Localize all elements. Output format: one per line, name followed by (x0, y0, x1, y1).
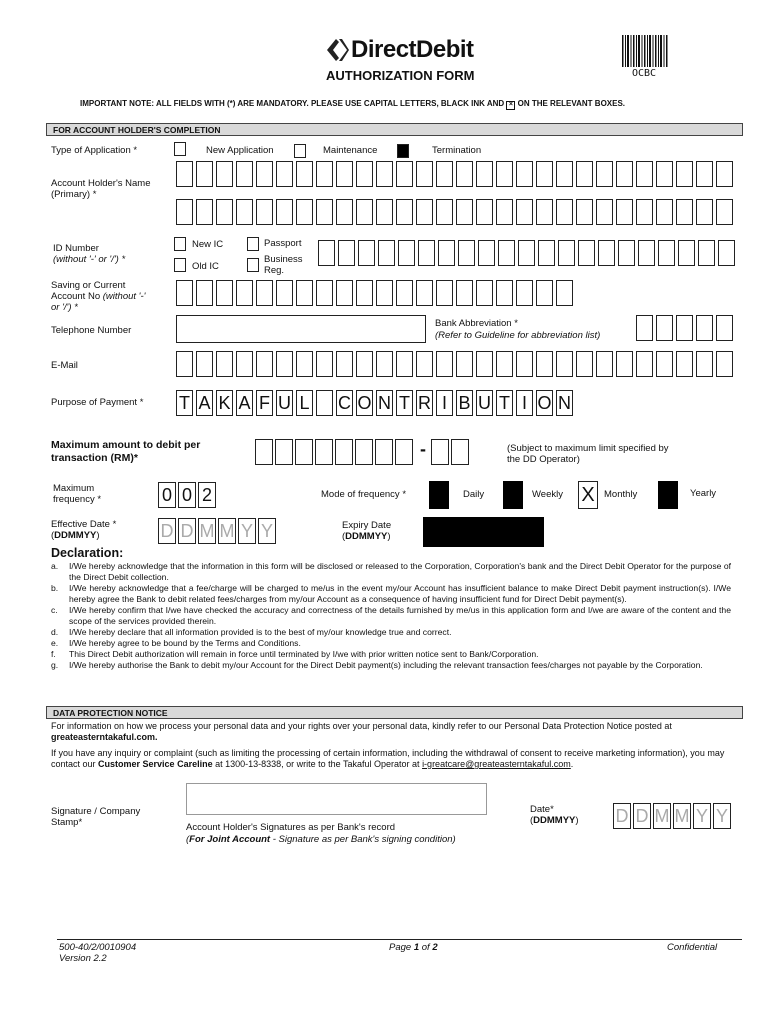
purpose-cell[interactable] (316, 390, 333, 416)
amount-cent-cell[interactable] (431, 439, 449, 465)
name-cell[interactable] (356, 161, 373, 187)
checkbox-monthly[interactable]: X (578, 481, 598, 509)
option-monthly: Monthly (604, 489, 638, 500)
logo-text: DirectDebit (351, 36, 474, 63)
email-cell[interactable] (716, 351, 733, 377)
name-cell[interactable] (176, 199, 193, 225)
email-cell[interactable] (356, 351, 373, 377)
id-number-label: ID Number (53, 243, 99, 254)
effective-date-cell[interactable]: D (178, 518, 196, 544)
bank-abbrev-cell[interactable] (696, 315, 713, 341)
signature-date-boxes[interactable] (613, 803, 733, 829)
amount-separator: - (420, 439, 426, 459)
checkbox-old-ic[interactable] (174, 258, 186, 272)
declaration-item: g. I/We hereby authorise the Bank to debit my/our Account for the Direct Debit payment(s) including the relevant transaction fees/charges not payable by the Corporation. (51, 660, 703, 670)
account-cell[interactable] (256, 280, 273, 306)
option-new-application: New Application (206, 145, 274, 156)
amount-cent-cell[interactable] (451, 439, 469, 465)
expiry-date-redacted (423, 517, 544, 547)
effective-date-cell[interactable]: D (158, 518, 176, 544)
purpose-cell[interactable]: K (216, 390, 233, 416)
email-cell[interactable] (396, 351, 413, 377)
name-cell[interactable] (356, 199, 373, 225)
declaration-item: d. I/We hereby declare that all information provided is to the best of my/our knowledge true and correct. (51, 627, 452, 637)
name-cell[interactable] (556, 199, 573, 225)
name-cell[interactable] (416, 199, 433, 225)
signature-date-cell[interactable]: Y (713, 803, 731, 829)
account-cell[interactable] (216, 280, 233, 306)
account-cell[interactable] (436, 280, 453, 306)
name-cell[interactable] (436, 199, 453, 225)
name-cell[interactable] (556, 161, 573, 187)
option-yearly: Yearly (690, 488, 717, 499)
dpn-paragraph-1: For information on how we process your personal data and your rights over your personal data, kindly refer to our Personal Data Protection Notice posted at greateasterntakaful.com. (51, 721, 672, 742)
signature-caption-joint: (For Joint Account - Signature as per Bank's signing condition) (186, 834, 456, 845)
id-cell[interactable] (538, 240, 555, 266)
id-cell[interactable] (578, 240, 595, 266)
declaration-item: a. I/We hereby acknowledge that the information in this form will be disclosed or released to the Corporation, Corporation's bank and the Direct Debit Operator for the purpose of the Direct Debit collection. (51, 561, 731, 582)
name-cell[interactable] (576, 199, 593, 225)
max-amount-label: Maximum amount to debit per transaction (RM)* (51, 439, 201, 464)
signature-caption: Account Holder's Signatures as per Bank's record (186, 822, 396, 833)
declaration-item: c. I/We hereby confirm that I/we have checked the accuracy and correctness of the details furnished by me/us in this application form and I/we are aware of the content and the scope of the services provided therein. (51, 605, 731, 626)
name-cell[interactable] (216, 199, 233, 225)
account-cell[interactable] (396, 280, 413, 306)
id-cell[interactable] (678, 240, 695, 266)
name-cell[interactable] (656, 161, 673, 187)
checkbox-business-reg[interactable] (247, 258, 259, 272)
section-account-holder: FOR ACCOUNT HOLDER'S COMPLETION (46, 123, 743, 136)
declaration-item: b. I/We hereby acknowledge that a fee/charge will be charged to me/us in the event my/our Account has insufficient balance to make Direct Debit payment instruction(s). I/We hereby agree the Bank to debit related fees/charges from my/our Account as a consequence of having insufficient fund for Direct Debit payment(s). (51, 583, 731, 604)
barcode (622, 35, 668, 67)
checkbox-daily[interactable] (429, 481, 449, 509)
amount-cell[interactable] (295, 439, 313, 465)
effective-date-label: Effective Date * (DDMMYY) (51, 519, 117, 541)
email-cell[interactable] (696, 351, 713, 377)
name-cell[interactable] (596, 161, 613, 187)
account-cell[interactable] (356, 280, 373, 306)
effective-date-cell[interactable]: Y (238, 518, 256, 544)
purpose-boxes[interactable] (176, 390, 576, 418)
effective-date-cell[interactable]: M (218, 518, 236, 544)
name-cell[interactable] (476, 161, 493, 187)
direct-debit-logo (325, 35, 474, 65)
id-cell[interactable] (338, 240, 355, 266)
direct-debit-logo-mark (325, 37, 349, 63)
name-cell[interactable] (256, 161, 273, 187)
name-cell[interactable] (236, 199, 253, 225)
account-no-boxes[interactable] (176, 280, 576, 308)
expiry-date-label: Expiry Date (DDMMYY) (342, 520, 392, 542)
id-cell[interactable] (718, 240, 735, 266)
footer-page: Page 1 of 2 (389, 942, 438, 953)
purpose-cell[interactable]: O (356, 390, 373, 416)
checkbox-maintenance[interactable] (294, 144, 306, 158)
name-cell[interactable] (716, 199, 733, 225)
account-cell[interactable] (456, 280, 473, 306)
email-cell[interactable] (296, 351, 313, 377)
account-cell[interactable] (296, 280, 313, 306)
name-cell[interactable] (256, 199, 273, 225)
id-cell[interactable] (378, 240, 395, 266)
bank-abbreviation-label: Bank Abbreviation * (435, 318, 518, 329)
max-amount-boxes[interactable] (255, 439, 471, 465)
name-cell[interactable] (536, 199, 553, 225)
name-cell[interactable] (336, 199, 353, 225)
bank-abbrev-cell[interactable] (716, 315, 733, 341)
purpose-cell[interactable]: N (556, 390, 573, 416)
email-cell[interactable] (236, 351, 253, 377)
name-cell[interactable] (476, 199, 493, 225)
purpose-cell[interactable]: F (256, 390, 273, 416)
section-data-protection: DATA PROTECTION NOTICE (46, 706, 743, 719)
max-amount-note: (Subject to maximum limit specified by the DD Operator) (507, 443, 669, 465)
type-of-application-label: Type of Application * (51, 145, 138, 156)
frequency-cell[interactable]: 0 (178, 482, 196, 508)
email-cell[interactable] (476, 351, 493, 377)
email-cell[interactable] (636, 351, 653, 377)
id-cell[interactable] (638, 240, 655, 266)
email-cell[interactable] (676, 351, 693, 377)
mode-of-frequency-label: Mode of frequency * (321, 489, 407, 500)
id-cell[interactable] (618, 240, 635, 266)
bank-abbrev-cell[interactable] (676, 315, 693, 341)
name-cell[interactable] (516, 199, 533, 225)
email-boxes[interactable] (176, 351, 736, 379)
email-cell[interactable] (576, 351, 593, 377)
account-cell[interactable] (196, 280, 213, 306)
checkbox-weekly[interactable] (503, 481, 523, 509)
purpose-cell[interactable]: N (376, 390, 393, 416)
purpose-cell[interactable]: B (456, 390, 473, 416)
bank-abbrev-cell[interactable] (636, 315, 653, 341)
purpose-label: Purpose of Payment * (51, 397, 144, 408)
account-cell[interactable] (336, 280, 353, 306)
name-cell[interactable] (296, 199, 313, 225)
id-cell[interactable] (518, 240, 535, 266)
declaration-item: f. This Direct Debit authorization will remain in force until terminated by I/we with prior written notice sent to Bank/Corporation. (51, 649, 539, 659)
name-boxes-row-1[interactable] (176, 161, 736, 189)
name-cell[interactable] (676, 161, 693, 187)
purpose-cell[interactable]: A (236, 390, 253, 416)
amount-cell[interactable] (335, 439, 353, 465)
max-frequency-label: Maximum frequency * (53, 483, 102, 505)
bank-abbrev-cell[interactable] (656, 315, 673, 341)
email-cell[interactable] (536, 351, 553, 377)
account-cell[interactable] (516, 280, 533, 306)
purpose-cell[interactable]: T (496, 390, 513, 416)
telephone-input[interactable] (176, 315, 426, 343)
email-cell[interactable] (596, 351, 613, 377)
frequency-cell[interactable]: 2 (198, 482, 216, 508)
name-cell[interactable] (576, 161, 593, 187)
id-cell[interactable] (698, 240, 715, 266)
effective-date-cell[interactable]: M (198, 518, 216, 544)
email-cell[interactable] (216, 351, 233, 377)
account-cell[interactable] (536, 280, 553, 306)
id-cell[interactable] (398, 240, 415, 266)
email-cell[interactable] (276, 351, 293, 377)
signature-date-label: Date* (DDMMYY) (530, 804, 579, 826)
name-cell[interactable] (516, 161, 533, 187)
id-cell[interactable] (318, 240, 335, 266)
name-cell[interactable] (616, 199, 633, 225)
email-cell[interactable] (256, 351, 273, 377)
email-cell[interactable] (456, 351, 473, 377)
purpose-cell[interactable]: L (296, 390, 313, 416)
option-passport: Passport (264, 238, 302, 249)
account-cell[interactable] (476, 280, 493, 306)
name-cell[interactable] (336, 161, 353, 187)
id-cell[interactable] (598, 240, 615, 266)
id-cell[interactable] (418, 240, 435, 266)
name-cell[interactable] (196, 161, 213, 187)
dpn-website-link[interactable]: greateasterntakaful.com. (51, 732, 158, 742)
name-cell[interactable] (716, 161, 733, 187)
email-cell[interactable] (196, 351, 213, 377)
email-cell[interactable] (176, 351, 193, 377)
email-cell[interactable] (556, 351, 573, 377)
id-cell[interactable] (558, 240, 575, 266)
telephone-label: Telephone Number (51, 325, 132, 336)
effective-date-boxes[interactable] (158, 518, 278, 544)
checkbox-symbol-icon: × (506, 101, 515, 110)
purpose-cell[interactable]: T (396, 390, 413, 416)
name-cell[interactable] (596, 199, 613, 225)
signature-date-cell[interactable]: D (613, 803, 631, 829)
email-label: E-Mail (51, 360, 78, 371)
email-cell[interactable] (416, 351, 433, 377)
name-cell[interactable] (176, 161, 193, 187)
bank-abbreviation-sub: (Refer to Guideline for abbreviation list) (435, 330, 601, 341)
amount-cell[interactable] (315, 439, 333, 465)
name-cell[interactable] (216, 161, 233, 187)
name-cell[interactable] (696, 199, 713, 225)
signature-date-cell[interactable]: M (653, 803, 671, 829)
name-cell[interactable] (276, 161, 293, 187)
id-number-sub: (without '-' or '/') * (53, 254, 126, 265)
account-cell[interactable] (276, 280, 293, 306)
account-cell[interactable] (496, 280, 513, 306)
purpose-cell[interactable]: I (436, 390, 453, 416)
name-cell[interactable] (696, 161, 713, 187)
option-maintenance: Maintenance (323, 145, 378, 156)
amount-cell[interactable] (275, 439, 293, 465)
declaration-title: Declaration: (51, 546, 124, 560)
account-no-label: Saving or Current Account No (without '-' or '/') * (51, 280, 146, 313)
option-weekly: Weekly (532, 489, 563, 500)
bank-code: OCBC (632, 68, 657, 79)
email-cell[interactable] (436, 351, 453, 377)
name-cell[interactable] (396, 199, 413, 225)
purpose-cell[interactable]: R (416, 390, 433, 416)
name-cell[interactable] (376, 199, 393, 225)
option-new-ic: New IC (192, 239, 224, 250)
id-cell[interactable] (498, 240, 515, 266)
checkbox-yearly[interactable] (658, 481, 678, 509)
dpn-paragraph-2: If you have any inquiry or complaint (such as limiting the processing of certain information, including the withdrawal of consent to receive marketing information), you may contact our Customer Service Careline at 1300-13-8338, or write to the Takaful Operator at i-greatcare@greateasterntakaful.com. (51, 748, 725, 769)
name-cell[interactable] (616, 161, 633, 187)
amount-cell[interactable] (255, 439, 273, 465)
name-cell[interactable] (656, 199, 673, 225)
declaration-item: e. I/We hereby agree to be bound by the Terms and Conditions. (51, 638, 301, 648)
account-cell[interactable] (176, 280, 193, 306)
name-cell[interactable] (396, 161, 413, 187)
name-cell[interactable] (316, 199, 333, 225)
email-cell[interactable] (516, 351, 533, 377)
account-cell[interactable] (236, 280, 253, 306)
email-cell[interactable] (336, 351, 353, 377)
name-cell[interactable] (536, 161, 553, 187)
id-cell[interactable] (458, 240, 475, 266)
id-cell[interactable] (478, 240, 495, 266)
checkbox-new-ic[interactable] (174, 237, 186, 251)
purpose-cell[interactable]: U (476, 390, 493, 416)
name-boxes-row-2[interactable] (176, 199, 736, 227)
id-number-boxes[interactable] (318, 240, 738, 268)
signature-label: Signature / Company Stamp* (51, 806, 141, 828)
signature-date-cell[interactable]: Y (693, 803, 711, 829)
checkbox-termination[interactable] (397, 144, 409, 158)
important-note: IMPORTANT NOTE: ALL FIELDS WITH (*) ARE MANDATORY. PLEASE USE CAPITAL LETTERS, BLACK INK AND × ON THE RELEVANT BOXES. (80, 99, 626, 108)
max-frequency-boxes[interactable] (158, 482, 218, 508)
purpose-cell[interactable]: U (276, 390, 293, 416)
frequency-cell[interactable]: 0 (158, 482, 176, 508)
bank-abbreviation-boxes[interactable] (636, 315, 736, 343)
id-cell[interactable] (658, 240, 675, 266)
account-cell[interactable] (316, 280, 333, 306)
name-cell[interactable] (496, 199, 513, 225)
account-holder-name-label: Account Holder's Name (Primary) * (51, 178, 151, 200)
email-cell[interactable] (656, 351, 673, 377)
amount-cell[interactable] (395, 439, 413, 465)
name-cell[interactable] (456, 199, 473, 225)
name-cell[interactable] (236, 161, 253, 187)
signature-date-cell[interactable]: D (633, 803, 651, 829)
name-cell[interactable] (636, 161, 653, 187)
name-cell[interactable] (456, 161, 473, 187)
option-termination: Termination (432, 145, 482, 156)
account-cell[interactable] (376, 280, 393, 306)
id-cell[interactable] (438, 240, 455, 266)
declaration-list (51, 561, 731, 671)
signature-date-cell[interactable]: M (673, 803, 691, 829)
purpose-cell[interactable]: A (196, 390, 213, 416)
effective-date-cell[interactable]: Y (258, 518, 276, 544)
name-cell[interactable] (296, 161, 313, 187)
dpn-email-link[interactable]: i-greatcare@greateasterntakaful.com (422, 759, 571, 769)
option-daily: Daily (463, 489, 485, 500)
checkbox-new-application[interactable] (174, 142, 186, 156)
account-cell[interactable] (556, 280, 573, 306)
email-cell[interactable] (616, 351, 633, 377)
purpose-cell[interactable]: I (516, 390, 533, 416)
footer-code: 500-40/2/0010904 Version 2.2 (59, 942, 137, 964)
form-title: AUTHORIZATION FORM (326, 68, 475, 83)
amount-cell[interactable] (375, 439, 393, 465)
amount-cell[interactable] (355, 439, 373, 465)
checkbox-passport[interactable] (247, 237, 259, 251)
name-cell[interactable] (436, 161, 453, 187)
name-cell[interactable] (636, 199, 653, 225)
name-cell[interactable] (496, 161, 513, 187)
email-cell[interactable] (376, 351, 393, 377)
account-cell[interactable] (416, 280, 433, 306)
purpose-cell[interactable]: C (336, 390, 353, 416)
name-cell[interactable] (376, 161, 393, 187)
purpose-cell[interactable]: O (536, 390, 553, 416)
name-cell[interactable] (196, 199, 213, 225)
email-cell[interactable] (316, 351, 333, 377)
footer-rule (57, 939, 742, 940)
email-cell[interactable] (496, 351, 513, 377)
option-old-ic: Old IC (192, 261, 219, 272)
id-cell[interactable] (358, 240, 375, 266)
name-cell[interactable] (316, 161, 333, 187)
name-cell[interactable] (416, 161, 433, 187)
footer-confidential: Confidential (667, 942, 718, 953)
option-business-reg: Business Reg. (264, 254, 303, 276)
name-cell[interactable] (676, 199, 693, 225)
name-cell[interactable] (276, 199, 293, 225)
purpose-cell[interactable]: T (176, 390, 193, 416)
signature-box[interactable] (186, 783, 487, 815)
